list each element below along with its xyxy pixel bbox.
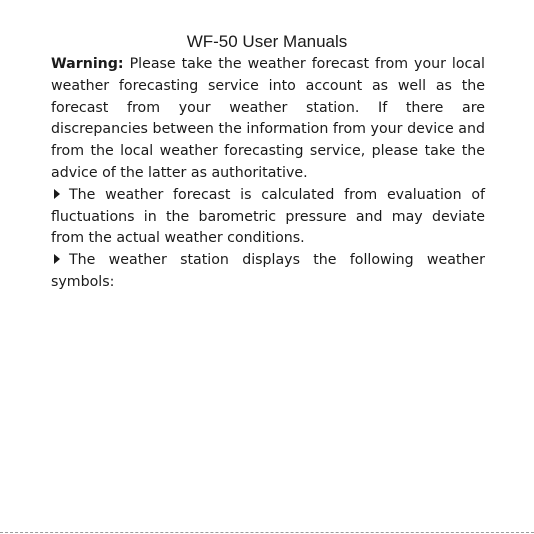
bullet-item-symbols [51,250,485,294]
bullet-text: The weather station displays the following weather symbols: [51,252,485,290]
triangle-right-icon [54,189,60,199]
warning-label: Warning: [51,56,124,72]
warning-paragraph [51,54,485,185]
manual-body [51,54,485,294]
page-bottom-divider [0,532,534,533]
warning-text: Please take the weather forecast from your local weather forecasting service into account as well as the forecast from your weather station. If there are discrepancies between the information from your device and from the local weather forecasting service, please take the advice of the latter as authoritative. [51,56,485,181]
bullet-text: The weather forecast is calculated from evaluation of fluctuations in the barometric pressure and may deviate from the actual weather conditions. [51,186,485,247]
page-title: WF-50 User Manuals [186,32,348,51]
bullet-item-forecast [51,185,485,250]
triangle-right-icon [54,254,60,264]
